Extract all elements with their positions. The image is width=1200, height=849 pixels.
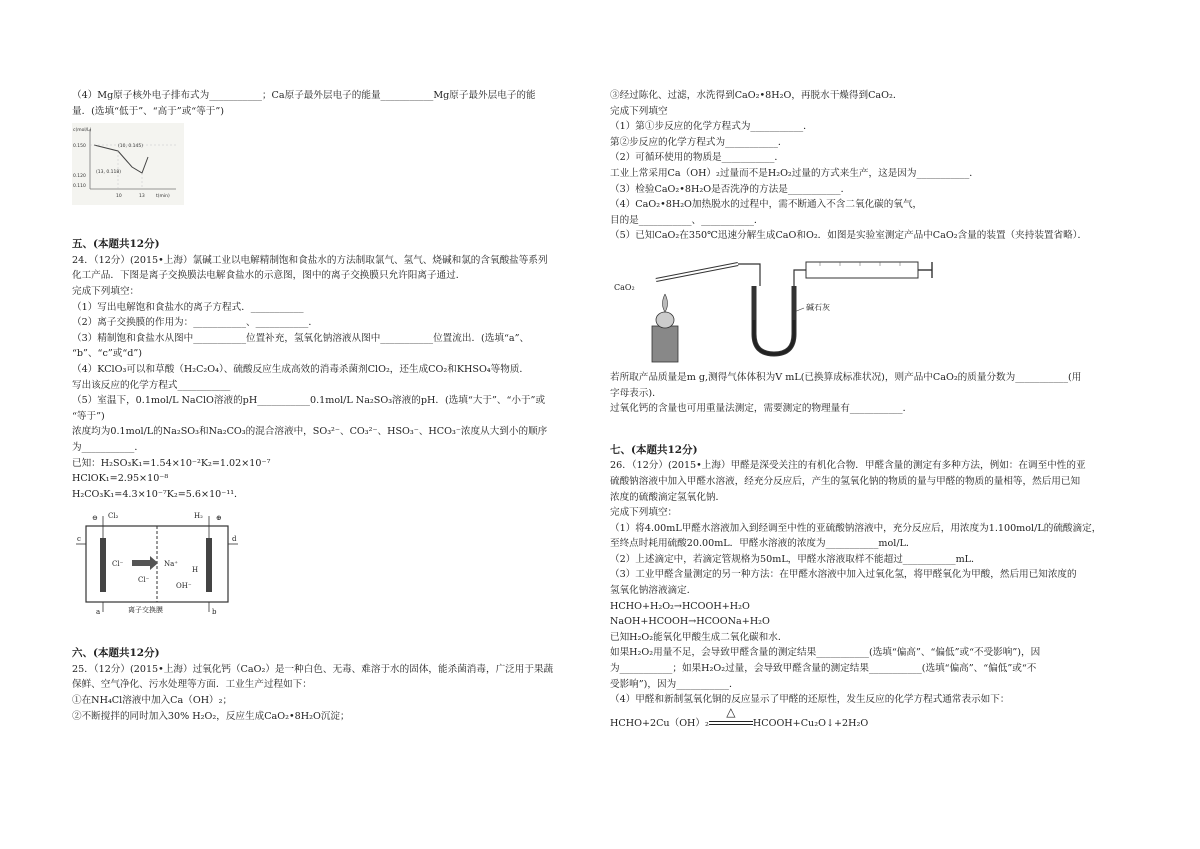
equation-condition: △ (726, 704, 736, 719)
concentration-graph (72, 123, 184, 205)
q26-text (610, 458, 1130, 708)
cao2-label: CaO₂ (614, 282, 635, 292)
q24-line: （3）精制饱和食盐水从图中___________位置补充，氢氧化钠溶液从图中___________位置流出．(选填“a”、 (72, 332, 530, 344)
electrolysis-cell-diagram (72, 508, 242, 616)
q26-line: 26．（12分）(2015•上海）甲醛是深受关注的有机化合物．甲醛含量的测定有多种方法，例如：在调至中性的亚 (610, 460, 1086, 472)
plus-terminal-label: ⊕ (216, 514, 222, 523)
outlet-c-label: c (77, 535, 81, 544)
connecting-tube (738, 264, 760, 286)
equation-double-line (709, 721, 753, 725)
q23-part4-line2: 量．(选填“低于”、“高于”或“等于”) (72, 105, 225, 117)
q26-line: （1）将4.00mL甲醛水溶液加入到经调至中性的亚硫酸钠溶液中，充分反应后，用浓度为1.100mol/L的硫酸滴定， (610, 522, 1102, 534)
minus-terminal-label: ⊖ (92, 514, 98, 523)
h-label: H (192, 566, 199, 575)
section-6-title: 六、(本题共12分) (72, 647, 160, 660)
section-7-title: 七、(本题共12分) (610, 443, 698, 456)
q24-line: （1）写出电解饱和食盐水的离子方程式．___________ (72, 301, 304, 313)
q25-cont-line: 第②步反应的化学方程式为___________． (610, 136, 788, 148)
q26-line: 受影响”)，因为___________． (610, 678, 739, 690)
q26-line: 浓度的硫酸滴定氢氧化钠． (610, 491, 726, 503)
cell-anode (100, 538, 106, 592)
graph-xtick: 10 (116, 194, 122, 200)
h2-label: H₂ (194, 512, 203, 521)
q26-line: HCHO+H₂O₂→HCOOH+H₂O (610, 600, 750, 612)
q24-line: （5）室温下，0.1mol/L NaClO溶液的pH___________0.1mol/L Na₂SO₃溶液的pH．(选填“大于”、“小于”或 (72, 395, 546, 407)
test-tube-inner (656, 264, 738, 280)
burner-base (652, 326, 678, 362)
q26-line: 如果H₂O₂用量不足，会导致甲醛含量的测定结果___________(选填“偏高”、“偏低”或“不受影响”)，因 (610, 647, 1041, 659)
q25-cont-line: ③经过陈化、过滤，水洗得到CaO₂•8H₂O，再脱水干燥得到CaO₂． (610, 90, 903, 101)
cell-cathode (206, 538, 212, 592)
concentration-graph-svg (72, 123, 184, 205)
graph-ytick: 0.110 (73, 184, 86, 190)
inlet-b-label: b (212, 608, 217, 617)
q25-line: ①在NH₄Cl溶液中加入Ca（OH）₂； (72, 695, 233, 707)
q24-line: （2）离子交换膜的作用为：___________、___________． (72, 317, 318, 329)
outlet-d-label: d (232, 535, 237, 544)
q26-line: 完成下列填空： (610, 507, 678, 519)
q24-line: （4）KClO₃可以和草酸（H₂C₂O₄）、硫酸反应生成高效的消毒杀菌剂ClO₂，还生成CO₂和KHSO₄等物质． (72, 363, 530, 375)
q25-cont-line: 目的是___________、___________． (610, 214, 764, 226)
q25-continued-text (610, 88, 1130, 244)
reaction-equation (610, 704, 1130, 732)
q25-cont-line: （4）CaO₂•8H₂O加热脱水的过程中，需不断通入不含二氧化碳的氧气， (610, 199, 923, 211)
left-column (72, 88, 592, 724)
apparatus-svg (610, 250, 940, 366)
q25-line: 保鲜、空气净化、污水处理等方面．工业生产过程如下： (72, 679, 312, 691)
graph-xtick: 13 (139, 194, 145, 200)
alcohol-lamp (656, 312, 674, 328)
q24-line: 写出该反应的化学方程式___________ (72, 379, 231, 391)
u-tube (754, 286, 794, 354)
q25-cont-line: 完成下列填空 (610, 105, 668, 117)
equation-reactants: HCHO+2Cu（OH）₂ (610, 717, 709, 729)
q24-line: “b”、“c”或“d”) (72, 348, 143, 360)
cl-ion-label: Cl⁻ (112, 560, 124, 569)
q25-part5-line: 字母表示)． (610, 387, 662, 399)
q24-line: 为___________． (72, 441, 144, 453)
q24-line: 化工产品．下图是离子交换膜法电解食盐水的示意图，图中的离子交换膜只允许阳离子通过． (72, 270, 466, 282)
q25-part5-text (610, 370, 1130, 417)
cl2-label: Cl₂ (108, 512, 119, 521)
q26-line: NaOH+HCOOH→HCOONa+H₂O (610, 616, 770, 628)
q24-line: “等于”) (72, 410, 105, 422)
right-column (610, 88, 1130, 731)
graph-ytick: 0.150 (73, 144, 86, 150)
q24-line: HClOK₁=2.95×10⁻⁸ (72, 473, 169, 485)
q23-part4-line1: （4）Mg原子核外电子排布式为___________；Ca原子最外层电子的能量___________Mg原子最外层电子的能 (72, 90, 536, 101)
q26-line: 已知H₂O₂能氧化甲酸生成二氧化碳和水． (610, 631, 788, 643)
q25-text (72, 662, 592, 724)
q24-line: H₂CO₃K₁=4.3×10⁻⁷K₂=5.6×10⁻¹¹． (72, 488, 244, 500)
q25-part5-line: 若所取产品质量是m g,测得气体体积为V mL(已换算成标准状况)，则产品中CaO₂的质量分数为___________(用 (610, 371, 1082, 383)
q26-line: （3）工业甲醛含量测定的另一种方法：在甲醛水溶液中加入过氧化氢，将甲醛氧化为甲酸，然后用已知浓度的 (610, 569, 1077, 581)
graph-point-label: (10, 0.145) (118, 144, 143, 150)
q26-line: 氢氧化钠溶液滴定． (610, 585, 697, 597)
q24-line: 浓度均为0.1mol/L的Na₂SO₃和Na₂CO₃的混合溶液中，SO₃²⁻、CO₃²⁻、HSO₃⁻、HCO₃⁻浓度从大到小的顺序 (72, 426, 548, 438)
cl-ion-label-2: Cl⁻ (138, 576, 150, 585)
flame (663, 294, 668, 312)
q26-line: 至终点时耗用硫酸20.00mL．甲醛水溶液的浓度为___________mol/L． (610, 538, 916, 550)
membrane-label: 离子交换膜 (128, 606, 163, 615)
q25-part5-line: 过氧化钙的含量也可用重量法测定，需要测定的物理量有___________． (610, 403, 913, 415)
electrolysis-cell-svg (72, 508, 242, 616)
equation-products: HCOOH+Cu₂O↓+2H₂O (752, 717, 869, 729)
graph-background (72, 123, 184, 205)
syringe-barrel (806, 262, 918, 278)
q26-line: 为___________；如果H₂O₂过量，会导致甲醛含量的测定结果___________(选填“偏高”、“偏低”或“不 (610, 663, 1037, 675)
graph-point-label: (13, 0.118) (96, 170, 121, 176)
q25-line: ②不断搅拌的同时加入30% H₂O₂，反应生成CaO₂•8H₂O沉淀； (72, 710, 350, 722)
q26-line: （4）甲醛和新制氢氧化铜的反应显示了甲醛的还原性，发生反应的化学方程式通常表示如下： (610, 694, 1010, 706)
q24-text (72, 253, 592, 503)
q25-cont-line: （5）已知CaO₂在350℃迅速分解生成CaO和O₂．如图是实验室测定产品中CaO₂含量的装置（夹持装置省略）． (610, 230, 1088, 242)
graph-ylabel: c(mol/L) (73, 128, 92, 134)
q24-line: 24．（12分）(2015•上海）氯碱工业以电解精制饱和食盐水的方法制取氯气、氢气、烧碱和氯的含氧酸盐等系列 (72, 254, 548, 266)
q26-line: 硫酸钠溶液中加入甲醛水溶液，经充分反应后，产生的氢氧化钠的物质的量与甲醛的物质的量相等，然后用已知 (610, 475, 1081, 487)
q24-line: 已知：H₂SO₃K₁=1.54×10⁻²K₂=1.02×10⁻⁷ (72, 457, 271, 469)
inlet-a-label: a (96, 608, 101, 617)
graph-ytick: 0.120 (73, 174, 86, 180)
na-ion-label: Na⁺ (164, 560, 178, 569)
graph-xtick: t(min) (156, 194, 170, 200)
q26-line: （2）上述滴定中，若滴定管规格为50mL，甲醛水溶液取样不能超过___________mL． (610, 553, 981, 565)
section-5-title: 五、(本题共12分) (72, 238, 160, 251)
equation-condition-arrow (709, 704, 753, 732)
q25-line: 25．（12分）(2015•上海）过氧化钙（CaO₂）是一种白色、无毒、难溶于水的固体，能杀菌消毒，广泛用于果蔬 (72, 663, 554, 675)
q25-cont-line: （1）第①步反应的化学方程式为___________． (610, 121, 813, 133)
q25-cont-line: （3）检验CaO₂•8H₂O是否洗净的方法是___________． (610, 183, 851, 195)
apparatus-diagram (610, 250, 940, 366)
soda-lime-label: 碱石灰 (806, 302, 830, 312)
q24-line: 完成下列填空： (72, 285, 140, 297)
q25-cont-line: （2）可循环使用的物质是___________． (610, 152, 784, 164)
q25-cont-line: 工业上常采用Ca（OH）₂过量而不是H₂O₂过量的方式来生产，这是因为___________． (610, 167, 979, 179)
syringe-tube (794, 270, 806, 286)
u-tube-liquid (754, 320, 794, 354)
ion-flow-arrow (132, 556, 158, 570)
oh-ion-label: OH⁻ (176, 582, 192, 591)
